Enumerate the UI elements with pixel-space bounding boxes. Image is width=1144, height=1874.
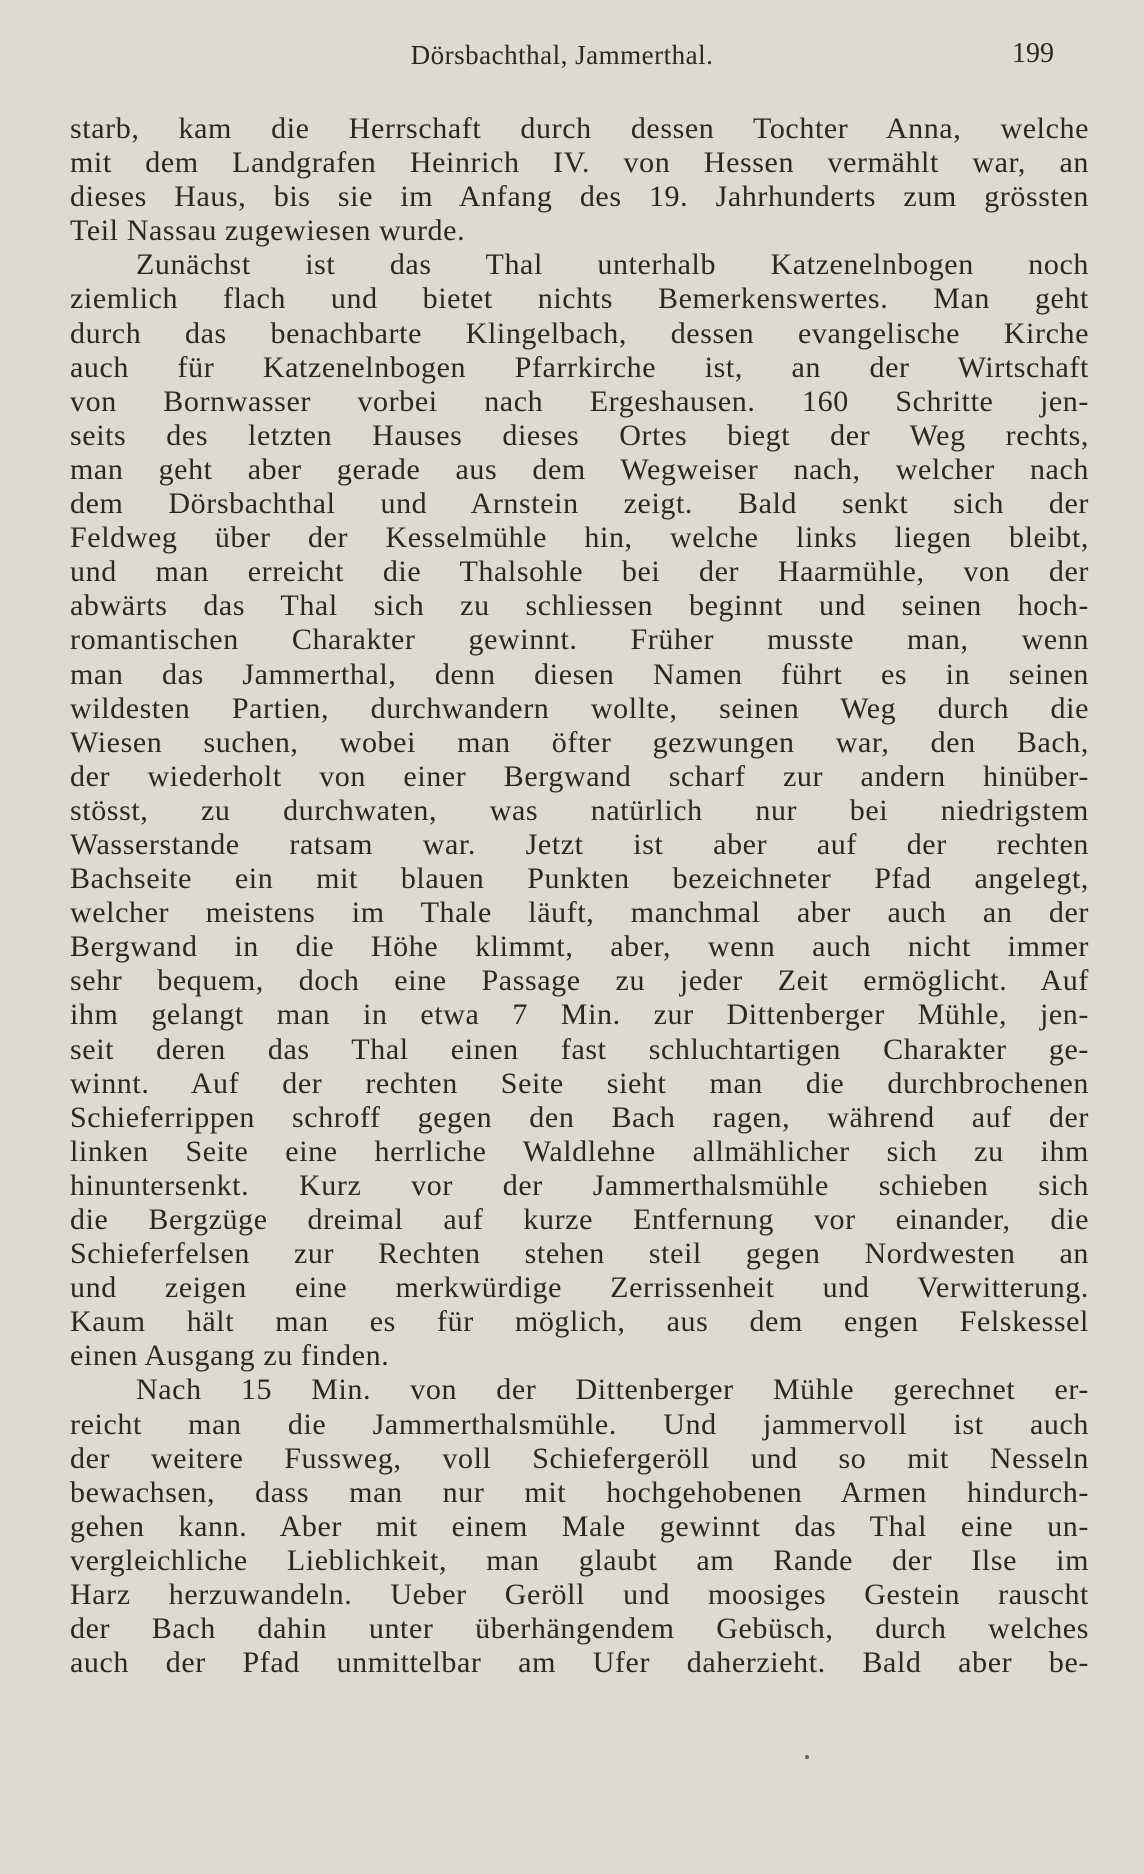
text-line: romantischen Charakter gewinnt. Früher musste man, wenn bbox=[70, 623, 1089, 657]
text-line: stösst, zu durchwaten, was natürlich nur bei niedrigstem bbox=[70, 793, 1089, 827]
text-line: auch für Katzenelnbogen Pfarrkirche ist, an der Wirtschaft bbox=[70, 350, 1089, 384]
text-line: einen Ausgang zu finden. bbox=[70, 1339, 390, 1373]
text-line: Kaum hält man es für möglich, aus dem engen Felskessel bbox=[70, 1305, 1089, 1339]
text-line: man das Jammerthal, denn diesen Namen führt es in seinen bbox=[70, 657, 1089, 691]
text-line: vergleichliche Lieblichkeit, man glaubt am Rande der Ilse im bbox=[70, 1543, 1089, 1577]
text-line: ihm gelangt man in etwa 7 Min. zur Dittenberger Mühle, jen- bbox=[70, 998, 1089, 1032]
text-line: sehr bequem, doch eine Passage zu jeder Zeit ermöglicht. Auf bbox=[70, 964, 1089, 998]
text-line: man geht aber gerade aus dem Wegweiser nach, welcher nach bbox=[70, 452, 1089, 486]
text-line: der wiederholt von einer Bergwand scharf zur andern hinüber- bbox=[70, 759, 1089, 793]
page-header bbox=[70, 40, 1054, 80]
text-line: starb, kam die Herrschaft durch dessen Tochter Anna, welche bbox=[70, 112, 1089, 145]
text-line: Teil Nassau zugewiesen wurde. bbox=[70, 214, 466, 248]
text-line: auch der Pfad unmittelbar am Ufer daherzieht. Bald aber be- bbox=[70, 1646, 1089, 1680]
text-line: bewachsen, dass man nur mit hochgehobenen Armen hindurch- bbox=[70, 1475, 1089, 1509]
text-line: seit deren das Thal einen fast schluchtartigen Charakter ge- bbox=[70, 1032, 1089, 1066]
text-line: und zeigen eine merkwürdige Zerrissenheit und Verwitterung. bbox=[70, 1271, 1089, 1305]
text-line: Feldweg über der Kesselmühle hin, welche links liegen bleibt, bbox=[70, 521, 1089, 555]
text-line: ziemlich flach und bietet nichts Bemerkenswertes. Man geht bbox=[70, 282, 1089, 316]
text-line: reicht man die Jammerthalsmühle. Und jammervoll ist auch bbox=[70, 1407, 1089, 1441]
text-line: dieses Haus, bis sie im Anfang des 19. Jahrhunderts zum grössten bbox=[70, 180, 1089, 214]
text-line: der weitere Fussweg, voll Schiefergeröll und so mit Nesseln bbox=[70, 1441, 1089, 1475]
text-line: welcher meistens im Thale läuft, manchmal aber auch an der bbox=[70, 896, 1089, 930]
text-line: Schieferrippen schroff gegen den Bach ragen, während auf der bbox=[70, 1100, 1089, 1134]
text-line: Bergwand in die Höhe klimmt, aber, wenn auch nicht immer bbox=[70, 930, 1089, 964]
text-line: der Bach dahin unter überhängendem Gebüsch, durch welches bbox=[70, 1612, 1089, 1646]
body-text bbox=[70, 112, 1089, 1680]
text-line: die Bergzüge dreimal auf kurze Entfernung vor einander, die bbox=[70, 1203, 1089, 1236]
ink-speck bbox=[805, 1755, 809, 1759]
text-line: wildesten Partien, durchwandern wollte, seinen Weg durch die bbox=[70, 691, 1089, 725]
text-line: durch das benachbarte Klingelbach, dessen evangelische Kirche bbox=[70, 316, 1089, 350]
text-line: linken Seite eine herrliche Waldlehne allmählicher sich zu ihm bbox=[70, 1134, 1089, 1168]
text-line: seits des letzten Hauses dieses Ortes biegt der Weg rechts, bbox=[70, 418, 1089, 452]
text-line: abwärts das Thal sich zu schliessen beginnt und seinen hoch- bbox=[70, 589, 1089, 623]
text-line: Wasserstande ratsam war. Jetzt ist aber auf der rechten bbox=[70, 827, 1089, 861]
text-line: Nach 15 Min. von der Dittenberger Mühle gerechnet er- bbox=[136, 1373, 1089, 1407]
text-line: Zunächst ist das Thal unterhalb Katzenelnbogen noch bbox=[136, 248, 1089, 282]
text-line: von Bornwasser vorbei nach Ergeshausen. 160 Schritte jen- bbox=[70, 384, 1089, 418]
text-line: winnt. Auf der rechten Seite sieht man die durchbrochenen bbox=[70, 1066, 1089, 1100]
page-number: 199 bbox=[1012, 38, 1054, 69]
text-line: hinuntersenkt. Kurz vor der Jammerthalsmühle schieben sich bbox=[70, 1168, 1089, 1202]
text-line: gehen kann. Aber mit einem Male gewinnt das Thal eine un- bbox=[70, 1509, 1089, 1543]
text-line: dem Dörsbachthal und Arnstein zeigt. Bald senkt sich der bbox=[70, 487, 1089, 521]
text-line: Harz herzuwandeln. Ueber Geröll und moosiges Gestein rauscht bbox=[70, 1578, 1089, 1612]
text-line: Bachseite ein mit blauen Punkten bezeichneter Pfad angelegt, bbox=[70, 862, 1089, 896]
text-line: Schieferfelsen zur Rechten stehen steil gegen Nordwesten an bbox=[70, 1237, 1089, 1271]
text-line: mit dem Landgrafen Heinrich IV. von Hessen vermählt war, an bbox=[70, 146, 1089, 180]
running-title: Dörsbachthal, Jammerthal. bbox=[410, 40, 714, 70]
text-line: Wiesen suchen, wobei man öfter gezwungen war, den Bach, bbox=[70, 725, 1089, 759]
text-line: und man erreicht die Thalsohle bei der Haarmühle, von der bbox=[70, 555, 1089, 589]
